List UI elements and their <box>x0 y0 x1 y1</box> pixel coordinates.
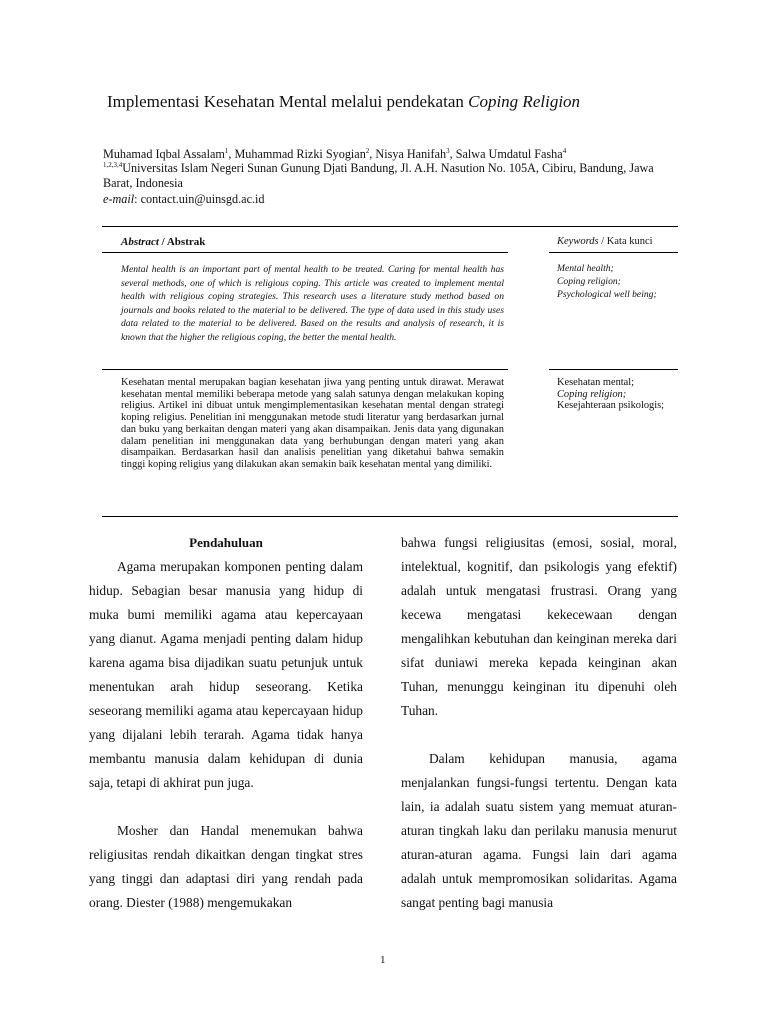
abstract-heading-id: Abstrak <box>166 236 206 248</box>
abstract-indonesian: Kesehatan mental merupakan bagian kesehatan jiwa yang penting untuk dirawat. Merawat kesehatan mental memiliki beberapa metode yang salah satunya dengan melakukan koping religius. Artikel ini dibuat untuk mengimplementasikan kesehatan mental dengan strategi koping religius. Penelitian ini menggunakan metode studi literatur yang berdasarkan jurnal dan buku yang berkaitan dengan materi yang akan disampaikan. Jenis data yang digunakan dalam penelitian ini menggunakan data yang berhubungan dengan materi yang akan disampaikan. Berdasarkan hasil dan analisis penelitian yang diketahui bahwa semakin tinggi koping religius yang dilakukan akan semakin baik kesehatan mental yang dimiliki. <box>121 377 504 470</box>
body-paragraph: Dalam kehidupan manusia, agama menjalankan fungsi-fungsi tertentu. Dengan kata lain, ia adalah suatu sistem yang memuat aturan-aturan tingkah laku dan perilaku manusia menurut aturan-aturan agama. Fungsi lain dari agama adalah untuk mempromosikan solidaritas. Agama sangat penting bagi manusia <box>401 751 677 910</box>
body-paragraph: Mosher dan Handal menemukan bahwa religiusitas rendah dikaitkan dengan tingkat stres yang tinggi dan adaptasi diri yang rendah pada orang. Diester (1988) mengemukakan <box>89 823 363 910</box>
keywords-heading-sep: / <box>598 236 607 247</box>
title-text: Implementasi Kesehatan Mental melalui pendekatan <box>107 92 469 111</box>
keyword-item: Kesejahteraan psikologis; <box>557 400 665 412</box>
body-paragraph: bahwa fungsi religiusitas (emosi, sosial, moral, intelektual, kognitif, dan psikologis yang efektif) adalah untuk mengatasi frustrasi. Orang yang kecewa mengatasi kekecewaan dengan mengalihkan kebutuhan dan keinginan mereka dari sifat duniawi mereka kepada keinginan akan Tuhan, menunggu keinginan itu dipenuhi oleh Tuhan. <box>401 535 677 718</box>
author-name: Muhammad Rizki Syogian <box>234 147 366 161</box>
body-right-column <box>401 531 677 915</box>
body-left-column <box>89 531 363 915</box>
keyword-item: Kesehatan mental; <box>557 377 635 388</box>
author-sup: 3 <box>446 146 450 155</box>
abstract-head-rule <box>102 252 508 253</box>
affiliation <box>103 161 675 191</box>
paper-title <box>107 92 580 112</box>
email-label: e-mail <box>103 192 135 206</box>
keyword-item: Psychological well being; <box>557 288 657 300</box>
email-line <box>103 192 265 207</box>
email-value: : contact.uin@uinsgd.ac.id <box>134 192 265 206</box>
abstract-heading-sep: / <box>158 236 167 248</box>
author-name: Nisya Hanifah <box>375 147 447 161</box>
affiliation-text: Universitas Islam Negeri Sunan Gunung Djati Bandung, Jl. A.H. Nasution No. 105A, Cibiru, Bandung, Jawa Barat, Indonesia <box>103 161 654 190</box>
keywords-heading-en: Keywords <box>557 236 599 247</box>
keyword-item: Mental health; <box>557 263 614 274</box>
author-separator: , <box>369 147 376 161</box>
author-sup: 2 <box>365 146 370 155</box>
author-separator: , <box>449 147 456 161</box>
abstract-heading-en: Abstract <box>121 236 159 248</box>
keywords-mid-rule <box>549 369 678 370</box>
author-sup: 4 <box>562 146 567 155</box>
keywords-indonesian <box>557 377 672 412</box>
author-name: Salwa Umdatul Fasha <box>455 147 563 161</box>
abstract-top-rule <box>102 226 678 227</box>
keyword-item: Coping religion; <box>557 275 621 287</box>
keyword-item: Coping religion; <box>557 388 627 400</box>
abstract-mid-rule <box>102 369 508 370</box>
keywords-heading-id: Kata kunci <box>606 236 653 247</box>
affiliation-sup: 1,2,3,4 <box>103 160 123 169</box>
author-name: Muhamad Iqbal Assalam <box>103 147 225 161</box>
page-number: 1 <box>380 954 386 966</box>
author-separator: , <box>228 147 235 161</box>
author-sup: 1 <box>224 146 229 155</box>
section-heading: Pendahuluan <box>189 535 263 550</box>
keywords-head-rule <box>549 252 678 253</box>
keywords-english <box>557 263 672 301</box>
body-paragraph: Agama merupakan komponen penting dalam hidup. Sebagian besar manusia yang hidup di muka bumi memiliki agama atau kepercayaan yang dianut. Agama menjadi penting dalam hidup karena agama bisa dijadikan suatu petunjuk untuk menentukan arah hidup seseorang. Ketika seseorang memiliki agama atau kepercayaan hidup yang dijalani lebih terarah. Agama tidak hanya membantu manusia dalam kehidupan di dunia saja, tetapi di akhirat pun juga. <box>89 559 363 790</box>
author-list <box>103 147 566 162</box>
abstract-english: Mental health is an important part of mental health to be treated. Caring for mental health has several methods, one of which is religious coping. This article was created to implement mental health with religious coping strategies. This research uses a literature study method based on journals and books related to the material to be delivered. The type of data used in this study uses data related to the material to be delivered. Based on the results and analysis of research, it is known that the higher the religious coping, the better the mental health. <box>121 264 504 343</box>
title-italic: Coping Religion <box>468 92 581 111</box>
keywords-heading <box>557 236 653 247</box>
abstract-heading <box>121 236 205 248</box>
abstract-bottom-rule <box>102 516 678 517</box>
